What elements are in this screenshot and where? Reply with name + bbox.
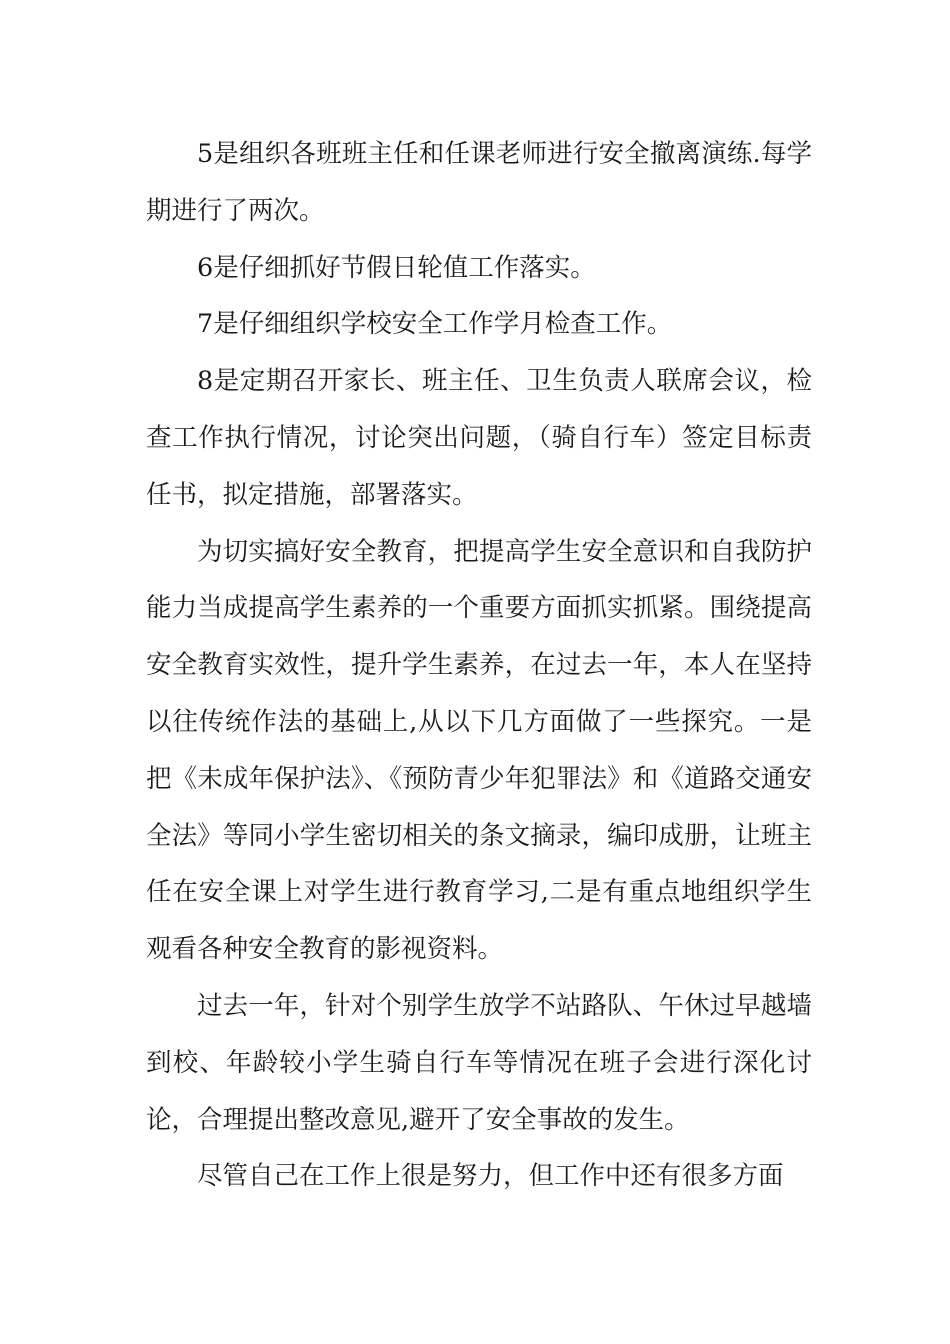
paragraph-safety-education: 为切实搞好安全教育，把提高学生安全意识和自我防护能力当成提高学生素养的一个重要方面抓实抓紧。围绕提高安全教育实效性，提升学生素养，在过去一年，本人在坚持以往传统作法的基础上,从以下几方面做了一些探究。一是把《未成年保护法》、《预防青少年犯罪法》和《道路交通安全法》等同小学生密切相关的条文摘录，编印成册，让班主任在安全课上对学生进行教育学习,二是有重点地组织学生观看各种安全教育的影视资料。 <box>146 536 812 965</box>
paragraph-past-year: 过去一年，针对个别学生放学不站路队、午休过早越墙到校、年龄较小学生骑自行车等情况在班子会进行深化讨论，合理提出整改意见,避开了安全事故的发生。 <box>146 990 812 1135</box>
paragraph-item-8: 8是定期召开家长、班主任、卫生负责人联席会议，检查工作执行情况，讨论突出问题，（骑自行车）签定目标责任书，拟定措施，部署落实。 <box>146 366 812 510</box>
paragraph-shortcomings: 尽管自己在工作上很是努力，但工作中还有很多方面 <box>197 1161 784 1192</box>
paragraph-item-6: 6是仔细抓好节假日轮值工作落实。 <box>197 252 596 283</box>
paragraph-item-7: 7是仔细组织学校安全工作学月检查工作。 <box>197 309 673 340</box>
paragraph-item-5: 5是组织各班班主任和任课老师进行安全撤离演练.每学期进行了两次。 <box>146 139 812 226</box>
document-body <box>146 126 812 1205</box>
